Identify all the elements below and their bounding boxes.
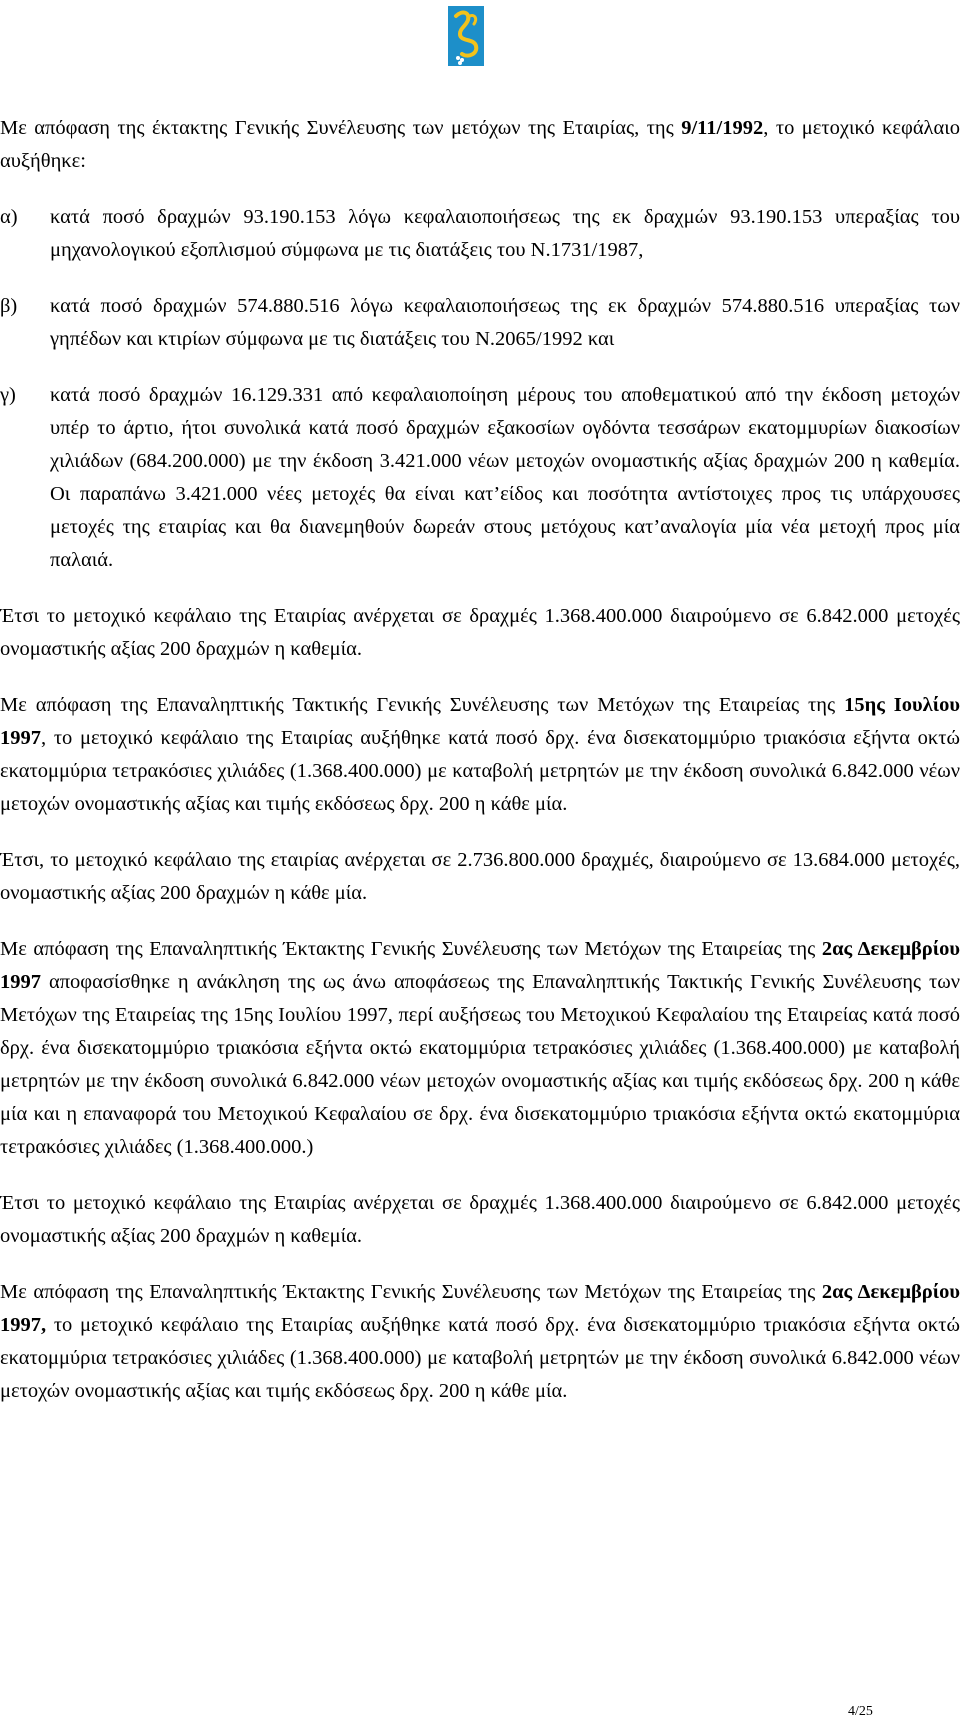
paragraph-1-text-end: , το μετοχικό κεφάλαιο αυξήθηκε:: [0, 117, 960, 172]
logo-icon: [448, 2, 484, 70]
paragraph-7-date: 2ας Δεκεμβρίου 1997,: [0, 1281, 960, 1336]
list-item-c: [0, 379, 960, 577]
paragraph-1-date: 9/11/1992: [681, 117, 764, 139]
document-body: [0, 112, 960, 1431]
paragraph-5: [0, 933, 960, 1164]
list-item-label: β): [0, 295, 18, 317]
paragraph-7-text-start: Με απόφαση της Επαναληπτικής Έκτακτης Γενικής Συνέλευσης των Μετόχων της Εταιρείας της: [0, 1281, 822, 1303]
paragraph-1: [0, 112, 960, 178]
paragraph-3-date: 15ης Ιουλίου 1997: [0, 694, 960, 749]
list-item-a: [0, 201, 960, 267]
list-item-text: κατά ποσό δραχμών 16.129.331 από κεφαλαιοποίηση μέρους του αποθεματικού από την έκδοση μετοχών υπέρ το άρτιο, ήτοι συνολικά κατά ποσό δραχμών εξακοσίων ογδόντα τεσσάρων εκατομμυρίων διακοσίων χιλιάδων (684.200.000) με την έκδοση 3.421.000 νέων μετοχών ονομαστικής αξίας δραχμών 200 η καθεμία. Οι παραπάνω 3.421.000 νέες μετοχές θα είναι κατ’είδος και ποσότητα αντίστοιχες προς τις υπάρχουσες μετοχές της εταιρίας και θα διανεμηθούν δωρεάν στους μετόχους κατ’αναλογία μία νέα μετοχή προς μία παλαιά.: [50, 384, 960, 571]
paragraph-3-text-start: Με απόφαση της Επαναληπτικής Τακτικής Γενικής Συνέλευσης των Μετόχων της Εταιρείας της: [0, 694, 845, 716]
paragraph-3-text-end: , το μετοχικό κεφάλαιο της Εταιρίας αυξήθηκε κατά ποσό δρχ. ένα δισεκατομμύριο τριακόσια εξήντα οκτώ εκατομμύρια τετρακόσιες χιλιάδες (1.368.400.000) με καταβολή μετρητών με την έκδοση συνολικά 6.842.000 νέων μετοχών ονομαστικής αξίας και τιμής εκδόσεως δρχ. 200 η κάθε μία.: [0, 727, 960, 815]
list-item-label: α): [0, 206, 18, 228]
paragraph-3: [0, 689, 960, 821]
page-number: 4/25: [848, 1704, 873, 1719]
paragraph-7-text-end: το μετοχικό κεφάλαιο της Εταιρίας αυξήθηκε κατά ποσό δρχ. ένα δισεκατομμύριο τριακόσια εξήντα οκτώ εκατομμύρια τετρακόσιες χιλιάδες (1.368.400.000) με καταβολή μετρητών με την έκδοση συνολικά 6.842.000 νέων μετοχών ονομαστικής αξίας και τιμής εκδόσεως δρχ. 200 η κάθε μία.: [0, 1314, 960, 1402]
list-item-text: κατά ποσό δραχμών 93.190.153 λόγω κεφαλαιοποιήσεως της εκ δραχμών 93.190.153 υπεραξίας του μηχανολογικού εξοπλισμού σύμφωνα με τις διατάξεις του Ν.1731/1987,: [50, 206, 960, 261]
paragraph-2: Έτσι το μετοχικό κεφάλαιο της Εταιρίας ανέρχεται σε δραχμές 1.368.400.000 διαιρούμενο σε 6.842.000 μετοχές ονομαστικής αξίας 200 δραχμών η καθεμία.: [0, 605, 960, 660]
paragraph-1-text-start: Με απόφαση της έκτακτης Γενικής Συνέλευσης των μετόχων της Εταιρίας, της: [0, 117, 682, 139]
paragraph-5-text-start: Με απόφαση της Επαναληπτικής Έκτακτης Γενικής Συνέλευσης των Μετόχων της Εταιρείας της: [0, 938, 822, 960]
paragraph-5-date: 2ας Δεκεμβρίου 1997: [0, 938, 960, 993]
list-item-text: κατά ποσό δραχμών 574.880.516 λόγω κεφαλαιοποιήσεως της εκ δραχμών 574.880.516 υπεραξίας των γηπέδων και κτιρίων σύμφωνα με τις διατάξεις του Ν.2065/1992 και: [50, 295, 960, 350]
list-item-label: γ): [0, 384, 16, 406]
paragraph-6: Έτσι το μετοχικό κεφάλαιο της Εταιρίας ανέρχεται σε δραχμές 1.368.400.000 διαιρούμενο σε 6.842.000 μετοχές ονομαστικής αξίας 200 δραχμών η καθεμία.: [0, 1192, 960, 1247]
list-item-b: [0, 290, 960, 356]
paragraph-7: [0, 1276, 960, 1408]
company-logo: [448, 2, 484, 70]
paragraph-4: Έτσι, το μετοχικό κεφάλαιο της εταιρίας ανέρχεται σε 2.736.800.000 δραχμές, διαιρούμενο σε 13.684.000 μετοχές, ονομαστικής αξίας 200 δραχμών η κάθε μία.: [0, 849, 960, 904]
paragraph-5-text-end: αποφασίσθηκε η ανάκληση της ως άνω αποφάσεως της Επαναληπτικής Τακτικής Γενικής Συνέλευσης των Μετόχων της Εταιρείας της 15ης Ιουλίου 1997, περί αυξήσεως του Μετοχικού Κεφαλαίου της Εταιρείας κατά ποσό δρχ. ένα δισεκατομμύριο τριακόσια εξήντα οκτώ εκατομμύρια τετρακόσιες χιλιάδες (1.368.400.000) με καταβολή μετρητών με την έκδοση συνολικά 6.842.000 νέων μετοχών ονομαστικής αξίας και τιμής εκδόσεως δρχ. 200 η κάθε μία και η επαναφορά του Μετοχικού Κεφαλαίου σε δρχ. ένα δισεκατομμύριο τριακόσια εξήντα οκτώ εκατομμύρια τετρακόσιες χιλιάδες (1.368.400.000.): [0, 971, 960, 1158]
